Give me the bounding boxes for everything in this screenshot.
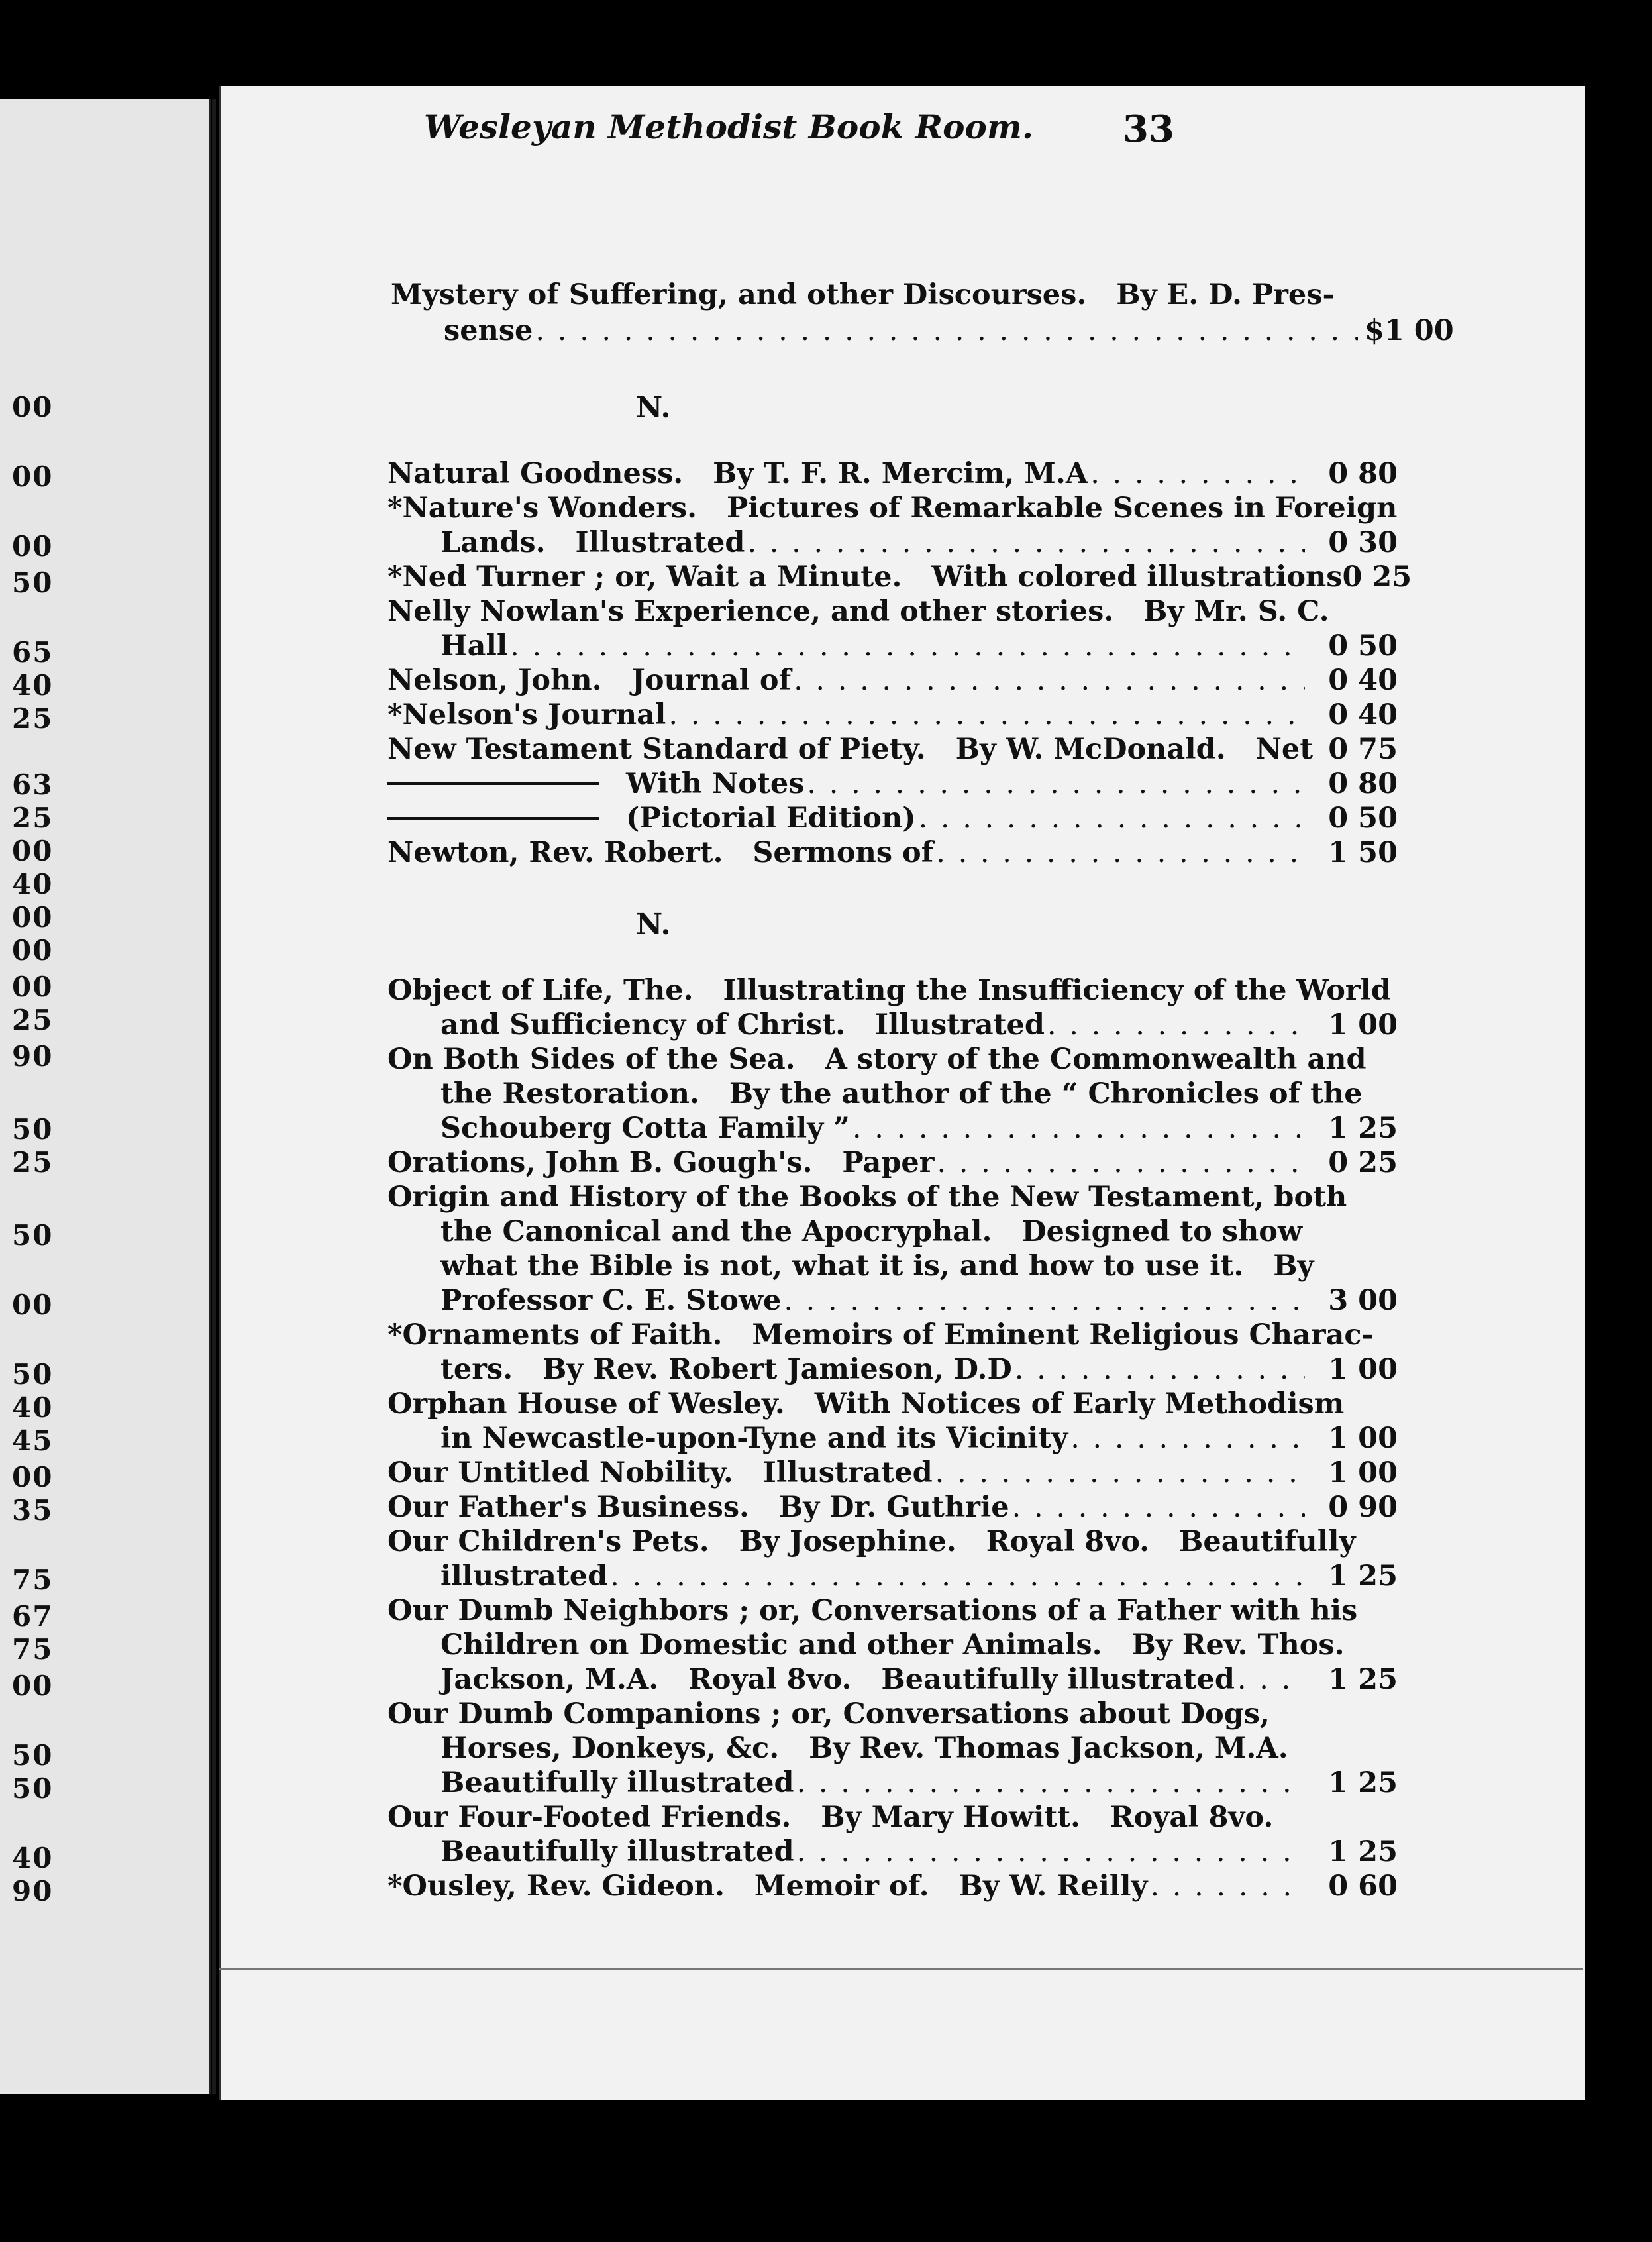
entry-text: Our Four-Footed Friends. By Mary Howitt. Royal 8vo. (387, 1801, 1274, 1834)
left-page-price: 25 (12, 702, 54, 735)
ditto-rule (387, 817, 599, 820)
left-page-price: 00 (12, 1670, 54, 1702)
leader-dots (1150, 1870, 1305, 1903)
catalog-entry-line (440, 1560, 1398, 1594)
catalog-entry-line (387, 457, 1398, 492)
entry-price: 0 80 (1328, 767, 1398, 800)
leader-dots (747, 526, 1305, 559)
entry-text: Mystery of Suffering, and other Discourses. By E. D. Pres- (391, 278, 1335, 311)
entry-text: Horses, Donkeys, &c. By Rev. Thomas Jackson, M.A. (440, 1732, 1288, 1765)
entry-text: the Canonical and the Apocryphal. Designed to show (440, 1215, 1302, 1248)
left-page-price: 65 (12, 636, 54, 668)
left-page-price: 40 (12, 1842, 54, 1874)
leader-dots (1070, 1422, 1305, 1455)
entry-text: *Ned Turner ; or, Wait a Minute. With colored illustrations (387, 560, 1343, 594)
leader-dots (784, 1284, 1305, 1317)
left-page-price: 45 (12, 1424, 54, 1457)
leader-dots (935, 1456, 1305, 1489)
left-page-price: 90 (12, 1875, 54, 1907)
entry-text: Nelly Nowlan's Experience, and other stories. By Mr. S. C. (387, 595, 1329, 628)
catalog-entry-line (387, 1870, 1398, 1904)
catalog-entry-line (387, 836, 1398, 871)
left-page-price: 35 (12, 1494, 54, 1526)
entry-text: With Notes (626, 767, 805, 800)
left-page-price: 00 (12, 901, 54, 934)
left-page-price: 40 (12, 1391, 54, 1424)
leader-dots (1012, 1491, 1305, 1524)
entry-text: Lands. Illustrated (440, 526, 745, 559)
page-binding (212, 99, 216, 2094)
entry-text: Our Dumb Neighbors ; or, Conversations of a Father with his (387, 1594, 1358, 1627)
catalog-entry-line (440, 526, 1398, 560)
leader-dots (535, 314, 1358, 347)
catalog-entry-line (387, 1181, 1398, 1215)
entry-price: 1 00 (1328, 1008, 1398, 1041)
left-page-price: 67 (12, 1600, 54, 1632)
catalog-entry-line (387, 664, 1398, 698)
entry-price: 1 50 (1328, 836, 1398, 869)
catalog-entry-line (387, 1456, 1398, 1491)
running-header: Wesleyan Methodist Book Room. (424, 107, 1034, 146)
leader-dots (797, 1835, 1305, 1868)
entry-text: ters. By Rev. Robert Jamieson, D.D (440, 1353, 1012, 1386)
entry-text: Our Children's Pets. By Josephine. Royal 8vo. Beautifully (387, 1525, 1356, 1558)
catalog-entry-line (387, 492, 1398, 526)
entry-price: 0 80 (1328, 457, 1398, 490)
entry-price: 3 00 (1328, 1284, 1398, 1317)
left-page-price: 90 (12, 1040, 54, 1073)
catalog-entry-line (440, 1353, 1398, 1387)
entry-text: (Pictorial Edition) (626, 802, 916, 835)
entry-price: 1 00 (1328, 1422, 1398, 1455)
entry-text: Our Father's Business. By Dr. Guthrie (387, 1491, 1009, 1524)
entry-text: Our Dumb Companions ; or, Conversations about Dogs, (387, 1697, 1270, 1731)
leader-dots (668, 698, 1305, 731)
entry-price: 0 50 (1328, 802, 1398, 835)
entry-price: 1 25 (1328, 1663, 1398, 1696)
leader-dots (1015, 1353, 1305, 1386)
entry-text: *Ousley, Rev. Gideon. Memoir of. By W. Reilly (387, 1870, 1148, 1903)
entry-text: On Both Sides of the Sea. A story of the Commonwealth and (387, 1043, 1367, 1076)
catalog-entry-line (440, 1628, 1398, 1663)
entry-text: the Restoration. By the author of the “ Chronicles of the (440, 1077, 1363, 1110)
entry-price: 0 60 (1328, 1870, 1398, 1903)
leader-dots (936, 836, 1305, 869)
catalog-entry-line (387, 1318, 1398, 1353)
catalog-entry-line (387, 698, 1398, 733)
catalog-entry-line (440, 1663, 1398, 1697)
left-page-price: 00 (12, 460, 54, 493)
entry-price: 0 40 (1328, 698, 1398, 731)
entry-price: 0 40 (1328, 664, 1398, 697)
catalog-entry-line (440, 1422, 1398, 1456)
entry-text: in Newcastle-upon-Tyne and its Vicinity (440, 1422, 1068, 1455)
entry-text: Our Untitled Nobility. Illustrated (387, 1456, 933, 1489)
catalog-entry-line (387, 802, 1398, 836)
catalog-entry-line (440, 1250, 1398, 1284)
leader-dots (807, 767, 1305, 800)
entry-price: 0 90 (1328, 1491, 1398, 1524)
left-page-price: 40 (12, 868, 54, 900)
page-number: 33 (1123, 107, 1174, 151)
catalog-entry-line (387, 974, 1398, 1008)
left-page-price: 00 (12, 1461, 54, 1493)
catalog-entry-line (387, 1801, 1398, 1835)
left-page-price: 00 (12, 934, 54, 967)
catalog-entry-line (444, 314, 1454, 348)
leader-dots (510, 629, 1305, 663)
entry-text: Nelson, John. Journal of (387, 664, 792, 697)
catalog-entry-line (440, 1077, 1398, 1112)
leader-dots (797, 1766, 1305, 1799)
entry-text: Beautifully illustrated (440, 1766, 794, 1799)
leader-dots (1047, 1008, 1305, 1041)
left-page-price: 50 (12, 1113, 54, 1146)
leader-dots (852, 1112, 1305, 1145)
entry-text: Newton, Rev. Robert. Sermons of (387, 836, 934, 869)
left-page-price: 50 (12, 1772, 54, 1805)
left-page-price: 25 (12, 802, 54, 834)
entry-price: 1 00 (1328, 1456, 1398, 1489)
catalog-entry-line (387, 1491, 1398, 1525)
leader-dots (919, 802, 1305, 835)
entry-text: sense (444, 314, 533, 347)
entry-text: illustrated (440, 1560, 608, 1593)
entry-text: Origin and History of the Books of the New Testament, both (387, 1181, 1347, 1214)
catalog-entry-line (440, 629, 1398, 664)
entry-text: Beautifully illustrated (440, 1835, 794, 1868)
catalog-entry-line (440, 1835, 1398, 1870)
catalog-entry-line (440, 1284, 1398, 1318)
catalog-entry-line (440, 1215, 1398, 1250)
entry-text: New Testament Standard of Piety. By W. McDonald. Net (387, 733, 1314, 766)
catalog-entry-line (440, 1766, 1398, 1801)
entry-text: Orphan House of Wesley. With Notices of Early Methodism (387, 1387, 1345, 1420)
entry-price: 1 00 (1328, 1353, 1398, 1386)
left-page-price: 25 (12, 1146, 54, 1179)
left-page-price: 75 (12, 1633, 54, 1666)
leader-dots (1237, 1663, 1305, 1696)
entry-price: 1 25 (1328, 1112, 1398, 1145)
left-page-price: 25 (12, 1004, 54, 1036)
leader-dots (937, 1146, 1305, 1179)
entry-price: 1 25 (1328, 1560, 1398, 1593)
entry-price: 0 25 (1342, 560, 1412, 594)
leader-dots (610, 1560, 1305, 1593)
leader-dots (1090, 457, 1305, 490)
catalog-entry-line (387, 1146, 1398, 1181)
catalog-entry-line (440, 1112, 1398, 1146)
catalog-entry-line (391, 278, 1398, 313)
entry-price: $1 00 (1365, 314, 1454, 347)
entry-price: 1 25 (1328, 1766, 1398, 1799)
left-page-price: 00 (12, 530, 54, 562)
catalog-entry-line (440, 1732, 1398, 1766)
catalog-entry-line (440, 1008, 1398, 1043)
left-page-price: 00 (12, 391, 54, 423)
left-page-price: 00 (12, 1289, 54, 1321)
section-letter: N. (636, 391, 671, 425)
left-page-price: 00 (12, 971, 54, 1003)
entry-price: 0 75 (1328, 733, 1398, 766)
left-page-price: 50 (12, 1739, 54, 1772)
left-page-price: 50 (12, 1358, 54, 1391)
catalog-entry-line (387, 1387, 1398, 1422)
entry-text: Hall (440, 629, 508, 663)
catalog-entry-line (387, 1697, 1398, 1732)
catalog-entry-line (387, 1043, 1398, 1077)
catalog-entry-line (387, 1525, 1398, 1560)
left-page-price: 40 (12, 669, 54, 702)
catalog-entry-line (387, 560, 1412, 595)
left-page-price: 50 (12, 1219, 54, 1252)
entry-text: *Ornaments of Faith. Memoirs of Eminent Religious Charac- (387, 1318, 1374, 1352)
entry-price: 0 30 (1328, 526, 1398, 559)
entry-text: *Nelson's Journal (387, 698, 666, 731)
entry-text: Jackson, M.A. Royal 8vo. Beautifully illustrated (440, 1663, 1235, 1696)
entry-text: Natural Goodness. By T. F. R. Mercim, M.A (387, 457, 1088, 490)
entry-text: and Sufficiency of Christ. Illustrated (440, 1008, 1045, 1041)
catalog-entry-line (387, 733, 1398, 767)
entry-text: Children on Domestic and other Animals. By Rev. Thos. (440, 1628, 1345, 1662)
entry-text: what the Bible is not, what it is, and how to use it. By (440, 1250, 1314, 1283)
entry-text: Object of Life, The. Illustrating the Insufficiency of the World (387, 974, 1391, 1007)
left-page-price: 50 (12, 566, 54, 599)
bottom-rule (219, 1968, 1583, 1970)
left-page-fragment (0, 99, 211, 2094)
catalog-entry-line (387, 767, 1398, 802)
entry-text: Schouberg Cotta Family ” (440, 1112, 850, 1145)
leader-dots (794, 664, 1305, 697)
entry-price: 1 25 (1328, 1835, 1398, 1868)
left-page-price: 63 (12, 769, 54, 801)
entry-text: Professor C. E. Stowe (440, 1284, 782, 1317)
left-page-price: 00 (12, 835, 54, 867)
ditto-rule (387, 782, 599, 785)
catalog-entry-line (387, 595, 1398, 629)
entry-text: Orations, John B. Gough's. Paper (387, 1146, 935, 1179)
entry-price: 0 50 (1328, 629, 1398, 663)
catalog-entry-line (387, 1594, 1398, 1628)
section-letter: N. (636, 908, 671, 941)
entry-text: *Nature's Wonders. Pictures of Remarkable Scenes in Foreign (387, 492, 1398, 525)
entry-price: 0 25 (1328, 1146, 1398, 1179)
left-page-price: 75 (12, 1564, 54, 1596)
